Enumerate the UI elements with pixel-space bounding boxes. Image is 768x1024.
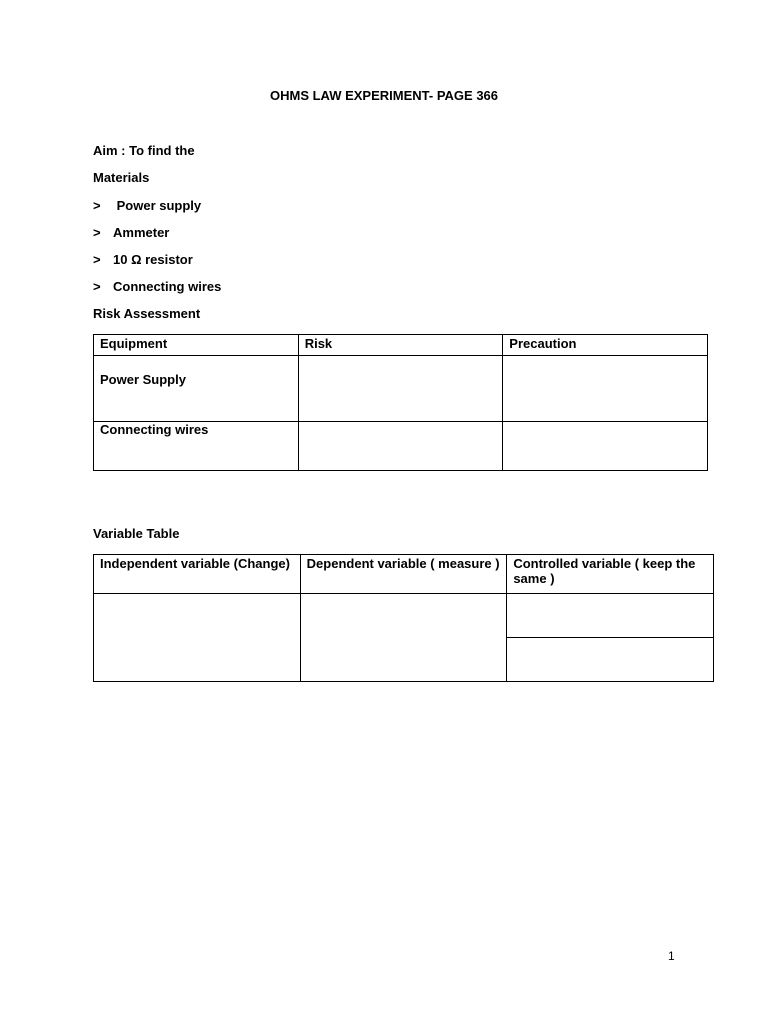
table-header-cell: Equipment (94, 335, 299, 356)
table-row (94, 422, 708, 471)
table-cell (503, 356, 708, 422)
table-row (94, 356, 708, 422)
table-header-cell: Dependent variable ( measure ) (300, 555, 507, 594)
table-header-cell: Risk (298, 335, 503, 356)
bullet-marker: > (93, 279, 101, 294)
table-cell (300, 594, 507, 682)
table-header-cell: Precaution (503, 335, 708, 356)
materials-item-label: Power supply (113, 198, 202, 213)
materials-item (93, 198, 201, 213)
aim-text: Aim : To find the (93, 143, 195, 158)
table-cell (507, 638, 714, 682)
table-cell (298, 356, 503, 422)
variable-table-heading: Variable Table (93, 526, 180, 541)
table-header-cell: Controlled variable ( keep the same ) (507, 555, 714, 594)
materials-item (93, 252, 193, 267)
variable-table (93, 554, 714, 682)
table-cell (503, 422, 708, 471)
risk-assessment-table (93, 334, 708, 471)
bullet-marker: > (93, 198, 101, 213)
table-header-cell: Independent variable (Change) (94, 555, 301, 594)
bullet-marker: > (93, 225, 101, 240)
table-cell (507, 594, 714, 638)
table-cell: Connecting wires (94, 422, 299, 471)
table-header-row (94, 335, 708, 356)
bullet-marker: > (93, 252, 101, 267)
materials-item-label: Connecting wires (113, 279, 222, 294)
table-row (94, 594, 714, 638)
materials-item (93, 279, 221, 294)
materials-heading: Materials (93, 170, 150, 185)
table-header-row (94, 555, 714, 594)
materials-item-label: 10 Ω resistor (113, 252, 193, 267)
page-number: 1 (668, 949, 675, 963)
table-cell (94, 594, 301, 682)
materials-item (93, 225, 169, 240)
risk-assessment-heading: Risk Assessment (93, 306, 201, 321)
document-title: OHMS LAW EXPERIMENT- PAGE 366 (269, 88, 499, 103)
table-cell: Power Supply (94, 356, 299, 422)
materials-item-label: Ammeter (113, 225, 170, 240)
table-cell (298, 422, 503, 471)
